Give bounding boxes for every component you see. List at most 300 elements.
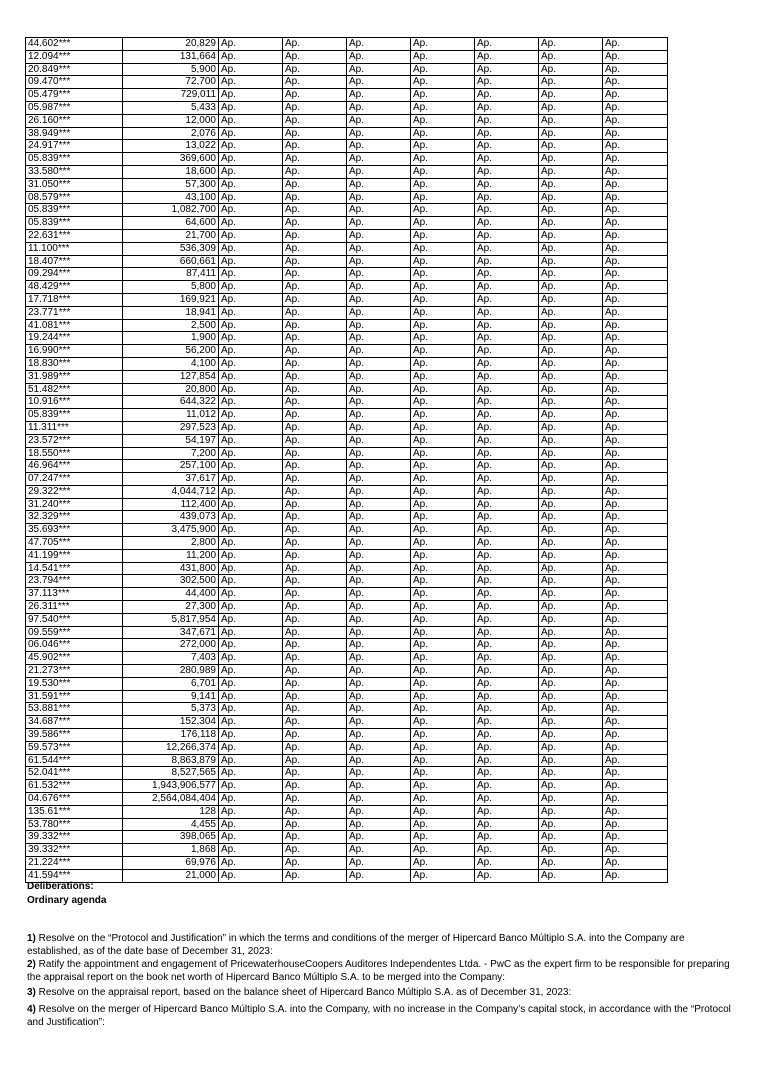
vote-cell: Ap.: [411, 242, 475, 255]
vote-cell: Ap.: [603, 345, 668, 358]
vote-cell: Ap.: [603, 165, 668, 178]
vote-cell: Ap.: [539, 549, 603, 562]
shareholder-id-cell: 41.081***: [26, 319, 123, 332]
vote-cell: Ap.: [603, 485, 668, 498]
vote-cell: Ap.: [347, 703, 411, 716]
shares-cell: 439,073: [123, 511, 219, 524]
vote-cell: Ap.: [411, 588, 475, 601]
table-row: [26, 677, 668, 690]
vote-cell: Ap.: [603, 857, 668, 870]
vote-cell: Ap.: [411, 780, 475, 793]
vote-cell: Ap.: [411, 601, 475, 614]
shares-cell: 69,976: [123, 857, 219, 870]
vote-cell: Ap.: [347, 396, 411, 409]
vote-cell: Ap.: [411, 639, 475, 652]
vote-cell: Ap.: [283, 601, 347, 614]
vote-cell: Ap.: [411, 89, 475, 102]
shareholder-id-cell: 24.917***: [26, 140, 123, 153]
vote-cell: Ap.: [411, 165, 475, 178]
table-row: [26, 255, 668, 268]
vote-cell: Ap.: [539, 831, 603, 844]
vote-cell: Ap.: [411, 767, 475, 780]
vote-cell: Ap.: [347, 409, 411, 422]
vote-cell: Ap.: [603, 255, 668, 268]
vote-cell: Ap.: [539, 665, 603, 678]
vote-cell: Ap.: [411, 383, 475, 396]
vote-cell: Ap.: [603, 460, 668, 473]
table-row: [26, 383, 668, 396]
shares-cell: 297,523: [123, 421, 219, 434]
vote-cell: Ap.: [603, 703, 668, 716]
vote-cell: Ap.: [603, 332, 668, 345]
vote-cell: Ap.: [539, 716, 603, 729]
table-row: [26, 767, 668, 780]
vote-cell: Ap.: [475, 140, 539, 153]
vote-cell: Ap.: [219, 140, 283, 153]
vote-cell: Ap.: [411, 447, 475, 460]
vote-cell: Ap.: [411, 524, 475, 537]
vote-cell: Ap.: [475, 690, 539, 703]
table-row: [26, 357, 668, 370]
vote-cell: Ap.: [219, 537, 283, 550]
shareholder-id-cell: 34.687***: [26, 716, 123, 729]
vote-cell: Ap.: [219, 76, 283, 89]
shares-cell: 2,076: [123, 127, 219, 140]
vote-cell: Ap.: [347, 153, 411, 166]
shares-cell: 11,200: [123, 549, 219, 562]
vote-cell: Ap.: [411, 677, 475, 690]
vote-cell: Ap.: [539, 357, 603, 370]
vote-cell: Ap.: [283, 229, 347, 242]
vote-cell: Ap.: [603, 204, 668, 217]
vote-cell: Ap.: [283, 575, 347, 588]
vote-cell: Ap.: [219, 844, 283, 857]
vote-cell: Ap.: [475, 549, 539, 562]
shares-cell: 280,989: [123, 665, 219, 678]
vote-cell: Ap.: [411, 498, 475, 511]
vote-cell: Ap.: [603, 153, 668, 166]
vote-cell: Ap.: [475, 293, 539, 306]
shares-cell: 7,403: [123, 652, 219, 665]
vote-cell: Ap.: [603, 409, 668, 422]
shares-cell: 27,300: [123, 601, 219, 614]
vote-cell: Ap.: [347, 741, 411, 754]
vote-cell: Ap.: [347, 293, 411, 306]
shares-cell: 12,000: [123, 114, 219, 127]
agenda-item-text: Resolve on the appraisal report, based on the balance sheet of Hipercard Banco Múltiplo S.A. as of December 31, 2023:: [35, 987, 572, 998]
vote-cell: Ap.: [475, 639, 539, 652]
vote-cell: Ap.: [603, 524, 668, 537]
vote-cell: Ap.: [603, 127, 668, 140]
table-row: [26, 50, 668, 63]
shares-cell: 37,617: [123, 473, 219, 486]
vote-cell: Ap.: [475, 127, 539, 140]
vote-cell: Ap.: [475, 38, 539, 51]
vote-cell: Ap.: [475, 153, 539, 166]
vote-cell: Ap.: [539, 281, 603, 294]
shares-cell: 54,197: [123, 434, 219, 447]
vote-cell: Ap.: [475, 114, 539, 127]
shares-cell: 43,100: [123, 191, 219, 204]
vote-cell: Ap.: [475, 434, 539, 447]
table-row: [26, 562, 668, 575]
agenda-item-2: [27, 958, 739, 984]
vote-cell: Ap.: [603, 562, 668, 575]
vote-cell: Ap.: [411, 357, 475, 370]
vote-cell: Ap.: [411, 178, 475, 191]
table-row: [26, 63, 668, 76]
vote-cell: Ap.: [603, 498, 668, 511]
vote-cell: Ap.: [475, 511, 539, 524]
shares-cell: 13,022: [123, 140, 219, 153]
table-row: [26, 178, 668, 191]
vote-cell: Ap.: [603, 191, 668, 204]
vote-cell: Ap.: [283, 89, 347, 102]
vote-cell: Ap.: [475, 677, 539, 690]
vote-cell: Ap.: [219, 255, 283, 268]
vote-cell: Ap.: [475, 741, 539, 754]
vote-cell: Ap.: [475, 831, 539, 844]
vote-cell: Ap.: [347, 383, 411, 396]
vote-cell: Ap.: [475, 537, 539, 550]
vote-cell: Ap.: [475, 869, 539, 882]
vote-cell: Ap.: [347, 319, 411, 332]
vote-cell: Ap.: [347, 626, 411, 639]
vote-cell: Ap.: [603, 549, 668, 562]
vote-cell: Ap.: [283, 396, 347, 409]
vote-cell: Ap.: [283, 114, 347, 127]
vote-cell: Ap.: [283, 38, 347, 51]
vote-cell: Ap.: [347, 50, 411, 63]
vote-cell: Ap.: [603, 89, 668, 102]
vote-cell: Ap.: [283, 805, 347, 818]
vote-cell: Ap.: [219, 191, 283, 204]
vote-cell: Ap.: [411, 191, 475, 204]
shares-cell: 8,863,879: [123, 754, 219, 767]
vote-cell: Ap.: [219, 114, 283, 127]
vote-cell: Ap.: [539, 268, 603, 281]
table-row: [26, 793, 668, 806]
vote-cell: Ap.: [475, 703, 539, 716]
shareholder-id-cell: 61.532***: [26, 780, 123, 793]
vote-cell: Ap.: [475, 524, 539, 537]
shareholder-id-cell: 39.332***: [26, 831, 123, 844]
vote-cell: Ap.: [475, 242, 539, 255]
vote-cell: Ap.: [283, 434, 347, 447]
vote-cell: Ap.: [603, 626, 668, 639]
vote-cell: Ap.: [219, 767, 283, 780]
vote-cell: Ap.: [539, 217, 603, 230]
vote-cell: Ap.: [219, 396, 283, 409]
vote-cell: Ap.: [411, 575, 475, 588]
shares-cell: 21,000: [123, 869, 219, 882]
vote-cell: Ap.: [219, 511, 283, 524]
vote-cell: Ap.: [283, 767, 347, 780]
vote-cell: Ap.: [283, 217, 347, 230]
shares-cell: 57,300: [123, 178, 219, 191]
shareholder-id-cell: 52.041***: [26, 767, 123, 780]
vote-cell: Ap.: [219, 613, 283, 626]
vote-cell: Ap.: [219, 716, 283, 729]
vote-cell: Ap.: [219, 306, 283, 319]
shares-cell: 72,700: [123, 76, 219, 89]
vote-cell: Ap.: [475, 306, 539, 319]
vote-cell: Ap.: [219, 127, 283, 140]
vote-cell: Ap.: [603, 281, 668, 294]
table-row: [26, 601, 668, 614]
shares-cell: 8,527,565: [123, 767, 219, 780]
vote-cell: Ap.: [347, 114, 411, 127]
vote-cell: Ap.: [347, 562, 411, 575]
vote-cell: Ap.: [603, 754, 668, 767]
vote-cell: Ap.: [347, 485, 411, 498]
vote-cell: Ap.: [539, 498, 603, 511]
vote-cell: Ap.: [475, 588, 539, 601]
vote-cell: Ap.: [283, 63, 347, 76]
vote-cell: Ap.: [283, 268, 347, 281]
vote-cell: Ap.: [411, 460, 475, 473]
vote-cell: Ap.: [475, 805, 539, 818]
vote-cell: Ap.: [539, 690, 603, 703]
shareholder-id-cell: 135.61***: [26, 805, 123, 818]
vote-cell: Ap.: [475, 332, 539, 345]
vote-cell: Ap.: [219, 485, 283, 498]
shares-cell: 131,664: [123, 50, 219, 63]
vote-cell: Ap.: [219, 754, 283, 767]
shares-cell: 5,800: [123, 281, 219, 294]
table-row: [26, 332, 668, 345]
vote-cell: Ap.: [411, 76, 475, 89]
vote-cell: Ap.: [283, 690, 347, 703]
shareholder-id-cell: 12.094***: [26, 50, 123, 63]
vote-cell: Ap.: [539, 191, 603, 204]
vote-cell: Ap.: [283, 204, 347, 217]
vote-cell: Ap.: [283, 729, 347, 742]
shareholder-id-cell: 05.987***: [26, 101, 123, 114]
shares-cell: 11,012: [123, 409, 219, 422]
vote-cell: Ap.: [475, 626, 539, 639]
vote-cell: Ap.: [539, 434, 603, 447]
table-row: [26, 652, 668, 665]
vote-cell: Ap.: [219, 242, 283, 255]
vote-cell: Ap.: [347, 549, 411, 562]
shareholder-id-cell: 47.705***: [26, 537, 123, 550]
vote-cell: Ap.: [603, 178, 668, 191]
vote-cell: Ap.: [219, 857, 283, 870]
vote-cell: Ap.: [219, 293, 283, 306]
vote-cell: Ap.: [539, 575, 603, 588]
shares-cell: 272,000: [123, 639, 219, 652]
vote-cell: Ap.: [347, 204, 411, 217]
vote-cell: Ap.: [475, 665, 539, 678]
vote-cell: Ap.: [219, 549, 283, 562]
vote-cell: Ap.: [219, 652, 283, 665]
vote-cell: Ap.: [539, 780, 603, 793]
vote-cell: Ap.: [219, 421, 283, 434]
table-row: [26, 741, 668, 754]
vote-cell: Ap.: [347, 434, 411, 447]
table-row: [26, 447, 668, 460]
shares-cell: 169,921: [123, 293, 219, 306]
vote-cell: Ap.: [475, 601, 539, 614]
table-row: [26, 703, 668, 716]
vote-cell: Ap.: [475, 767, 539, 780]
shareholder-id-cell: 45.902***: [26, 652, 123, 665]
vote-cell: Ap.: [283, 191, 347, 204]
vote-cell: Ap.: [475, 63, 539, 76]
vote-cell: Ap.: [603, 652, 668, 665]
vote-cell: Ap.: [539, 153, 603, 166]
agenda-item-number: 3): [27, 987, 36, 998]
shares-cell: 56,200: [123, 345, 219, 358]
table-row: [26, 281, 668, 294]
shareholder-id-cell: 23.771***: [26, 306, 123, 319]
vote-cell: Ap.: [411, 831, 475, 844]
table-row: [26, 857, 668, 870]
vote-cell: Ap.: [475, 716, 539, 729]
deliberations-label: Deliberations:: [27, 881, 94, 892]
vote-cell: Ap.: [283, 178, 347, 191]
vote-cell: Ap.: [539, 255, 603, 268]
vote-cell: Ap.: [283, 332, 347, 345]
table-row: [26, 268, 668, 281]
vote-cell: Ap.: [347, 447, 411, 460]
vote-cell: Ap.: [219, 383, 283, 396]
vote-cell: Ap.: [411, 844, 475, 857]
vote-cell: Ap.: [539, 473, 603, 486]
vote-cell: Ap.: [411, 741, 475, 754]
vote-cell: Ap.: [475, 818, 539, 831]
vote-cell: Ap.: [539, 127, 603, 140]
vote-cell: Ap.: [411, 549, 475, 562]
vote-cell: Ap.: [539, 447, 603, 460]
vote-cell: Ap.: [603, 677, 668, 690]
shares-cell: 431,800: [123, 562, 219, 575]
shareholder-id-cell: 26.160***: [26, 114, 123, 127]
vote-cell: Ap.: [539, 677, 603, 690]
vote-cell: Ap.: [283, 831, 347, 844]
vote-cell: Ap.: [411, 140, 475, 153]
table-row: [26, 780, 668, 793]
vote-cell: Ap.: [283, 524, 347, 537]
shares-cell: 2,800: [123, 537, 219, 550]
table-row: [26, 89, 668, 102]
vote-cell: Ap.: [283, 485, 347, 498]
vote-cell: Ap.: [411, 511, 475, 524]
vote-cell: Ap.: [347, 306, 411, 319]
vote-cell: Ap.: [603, 639, 668, 652]
shares-cell: 152,304: [123, 716, 219, 729]
table-row: [26, 805, 668, 818]
shareholder-id-cell: 18.407***: [26, 255, 123, 268]
vote-cell: Ap.: [347, 665, 411, 678]
shareholder-id-cell: 41.594***: [26, 869, 123, 882]
vote-cell: Ap.: [283, 537, 347, 550]
vote-cell: Ap.: [347, 524, 411, 537]
vote-cell: Ap.: [603, 242, 668, 255]
vote-cell: Ap.: [539, 729, 603, 742]
shares-cell: 64,600: [123, 217, 219, 230]
shareholder-id-cell: 04.676***: [26, 793, 123, 806]
shares-cell: 4,100: [123, 357, 219, 370]
agenda-item-number: 4): [27, 1004, 36, 1015]
shares-cell: 5,433: [123, 101, 219, 114]
shares-cell: 2,564,084,404: [123, 793, 219, 806]
vote-cell: Ap.: [283, 242, 347, 255]
shareholder-id-cell: 37.113***: [26, 588, 123, 601]
vote-cell: Ap.: [539, 524, 603, 537]
table-row: [26, 639, 668, 652]
vote-cell: Ap.: [603, 575, 668, 588]
shareholder-id-cell: 97.540***: [26, 613, 123, 626]
shareholder-id-cell: 19.244***: [26, 332, 123, 345]
vote-cell: Ap.: [411, 434, 475, 447]
table-row: [26, 409, 668, 422]
agenda-item-text: Resolve on the merger of Hipercard Banco Múltiplo S.A. into the Company, with no increase in the Company’s capital stock, in accordance with the “Protocol and Justification”:: [27, 1004, 731, 1028]
vote-cell: Ap.: [283, 677, 347, 690]
shares-cell: 5,373: [123, 703, 219, 716]
shareholder-id-cell: 53.881***: [26, 703, 123, 716]
vote-cell: Ap.: [283, 76, 347, 89]
vote-cell: Ap.: [219, 153, 283, 166]
vote-cell: Ap.: [539, 793, 603, 806]
table-row: [26, 217, 668, 230]
vote-cell: Ap.: [219, 434, 283, 447]
vote-cell: Ap.: [603, 473, 668, 486]
vote-cell: Ap.: [475, 345, 539, 358]
vote-cell: Ap.: [283, 549, 347, 562]
vote-cell: Ap.: [475, 268, 539, 281]
vote-cell: Ap.: [283, 844, 347, 857]
shareholder-id-cell: 59.573***: [26, 741, 123, 754]
vote-cell: Ap.: [347, 767, 411, 780]
vote-table: [25, 37, 668, 883]
shareholder-id-cell: 35.693***: [26, 524, 123, 537]
vote-cell: Ap.: [411, 229, 475, 242]
vote-cell: Ap.: [219, 50, 283, 63]
shareholder-id-cell: 05.839***: [26, 217, 123, 230]
vote-cell: Ap.: [283, 165, 347, 178]
table-row: [26, 38, 668, 51]
table-row: [26, 524, 668, 537]
table-row: [26, 844, 668, 857]
vote-cell: Ap.: [539, 293, 603, 306]
vote-cell: Ap.: [539, 869, 603, 882]
vote-cell: Ap.: [411, 319, 475, 332]
vote-cell: Ap.: [219, 831, 283, 844]
vote-cell: Ap.: [539, 204, 603, 217]
shareholder-id-cell: 19.530***: [26, 677, 123, 690]
table-row: [26, 204, 668, 217]
vote-cell: Ap.: [283, 869, 347, 882]
table-row: [26, 101, 668, 114]
table-row: [26, 613, 668, 626]
table-row: [26, 511, 668, 524]
vote-cell: Ap.: [475, 613, 539, 626]
vote-cell: Ap.: [539, 511, 603, 524]
shareholder-id-cell: 17.718***: [26, 293, 123, 306]
vote-cell: Ap.: [603, 831, 668, 844]
vote-cell: Ap.: [219, 793, 283, 806]
shareholder-id-cell: 10.916***: [26, 396, 123, 409]
table-row: [26, 729, 668, 742]
table-row: [26, 537, 668, 550]
agenda-item-text: Resolve on the “Protocol and Justification” in which the terms and conditions of the merger of Hipercard Banco Múltiplo S.A. into the Company are established, as of the date base of December 31, 2023:: [27, 933, 685, 957]
vote-cell: Ap.: [283, 101, 347, 114]
shareholder-id-cell: 11.100***: [26, 242, 123, 255]
shareholder-id-cell: 29.322***: [26, 485, 123, 498]
shareholder-id-cell: 26.311***: [26, 601, 123, 614]
